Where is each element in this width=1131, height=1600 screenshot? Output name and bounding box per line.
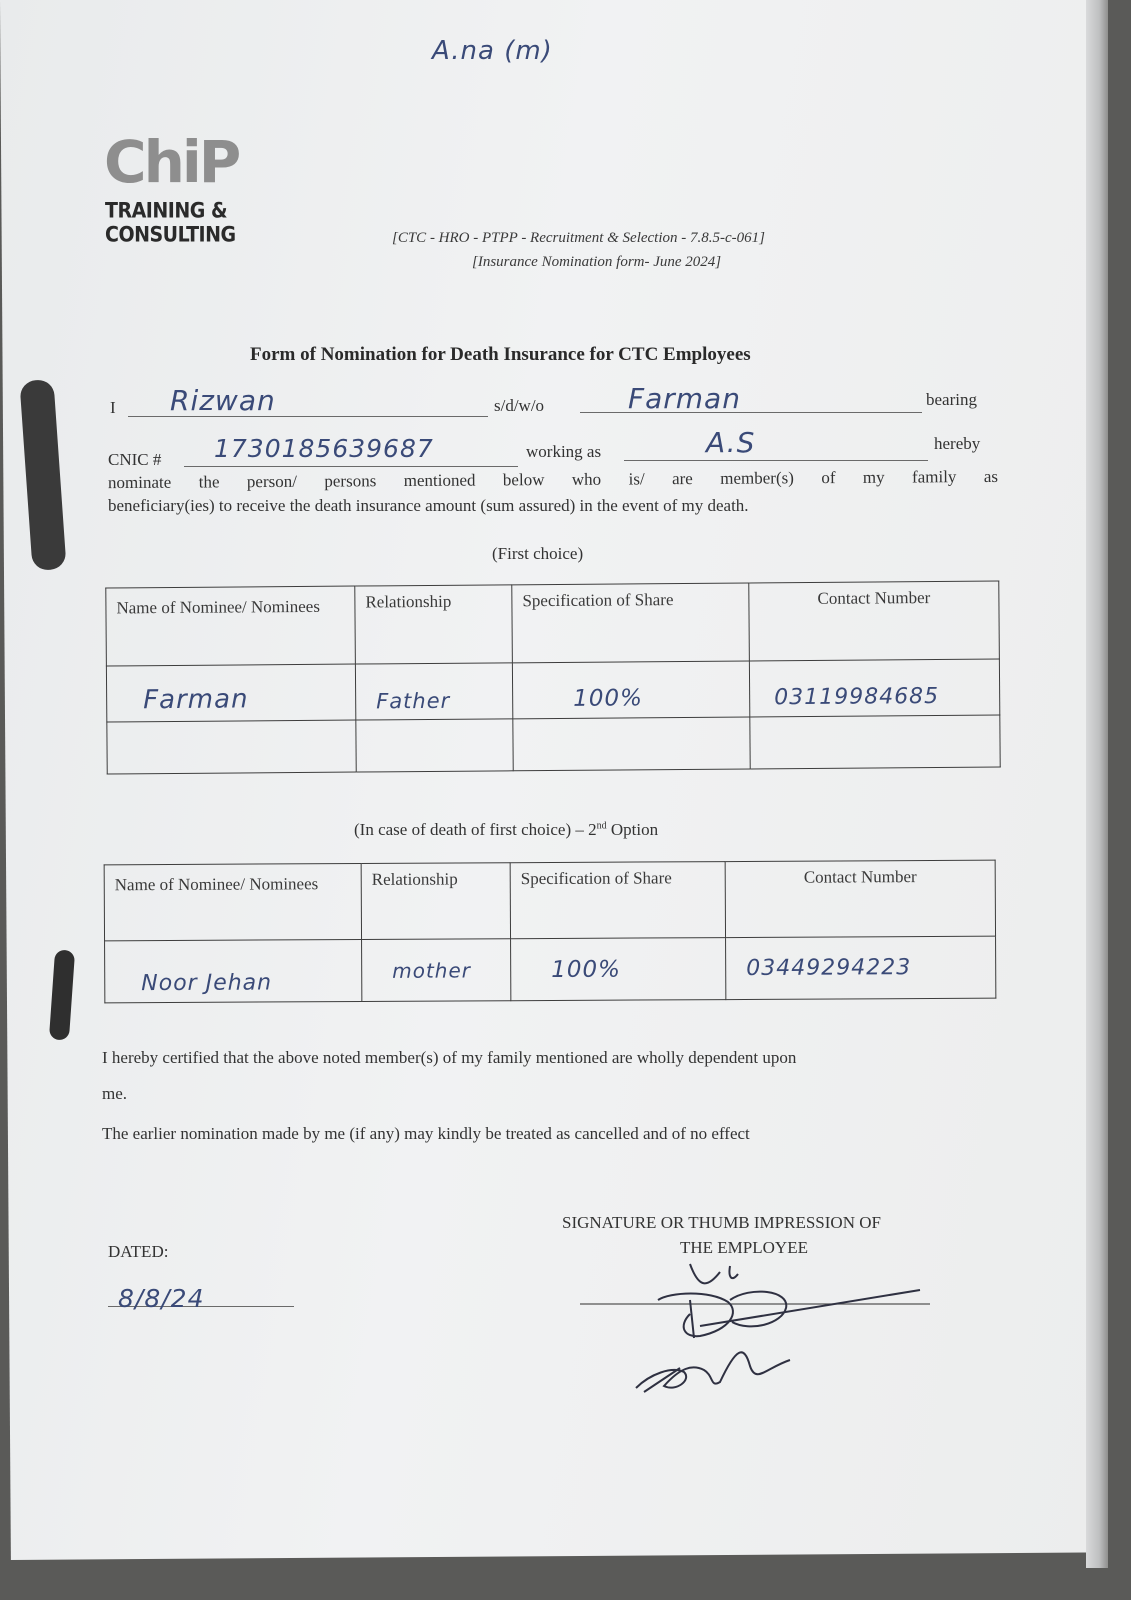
cnic-line: [184, 466, 518, 467]
employee-signature: [580, 1256, 940, 1406]
nomination-paragraph-line2: beneficiary(ies) to receive the death insurance amount (sum assured) in the event of my death.: [108, 496, 749, 515]
cnic-value: 1730185639687: [214, 434, 434, 463]
share-cell: [513, 717, 750, 771]
label-working-as: working as: [526, 442, 602, 461]
logo-consulting-text: CONSULTING: [105, 222, 236, 248]
header-nominee-name: Name of Nominee/ Nominees: [104, 863, 361, 940]
header-share: Specification of Share: [512, 583, 750, 663]
father-name-value: Farman: [628, 382, 741, 415]
contact-number-cell: 03449294223: [726, 936, 996, 999]
employee-name-value: Rizwan: [170, 384, 276, 417]
label-sdwo: s/d/w/o: [494, 396, 545, 415]
header-relationship: Relationship: [355, 585, 513, 664]
share-cell: 100%: [511, 938, 726, 1001]
header-contact-number: Contact Number: [725, 860, 995, 937]
second-choice-table: [104, 860, 997, 1004]
label-hereby: hereby: [934, 434, 981, 453]
declaration-line1: I hereby certified that the above noted member(s) of my family mentioned are wholly dependent upon: [102, 1048, 797, 1067]
signature-label-line1: SIGNATURE OR THUMB IMPRESSION OF: [562, 1213, 881, 1232]
header-share: Specification of Share: [510, 862, 725, 939]
top-scribble: A.na (m): [432, 36, 553, 66]
label-cnic: CNIC #: [108, 450, 162, 469]
nominee-name-cell: Farman: [106, 664, 355, 722]
nominee-name-cell: [107, 720, 356, 774]
logo-training-text: TRAINING &: [105, 198, 228, 224]
chip-logo: ChiP: [104, 128, 239, 196]
paper-stack-edge: [1086, 0, 1108, 1568]
relationship-cell: Father: [355, 663, 512, 720]
date-value: 8/8/24: [118, 1284, 205, 1313]
contact-number-cell: [750, 715, 1000, 769]
header-relationship: Relationship: [361, 863, 510, 940]
first-choice-caption: (First choice): [492, 544, 584, 563]
second-choice-caption-sup: nd: [596, 820, 607, 832]
nomination-paragraph-line1: nominate the person/ persons mentioned below who is/ are member(s) of my family as: [107, 466, 999, 493]
share-cell: 100%: [512, 661, 749, 719]
label-i: I: [110, 398, 116, 417]
signature-label-line2: THE EMPLOYEE: [680, 1238, 808, 1257]
form-reference-code: [CTC - HRO - PTPP - Recruitment & Selection - 7.8.5-c-061]: [392, 230, 765, 246]
designation-value: A.S: [706, 426, 756, 459]
label-bearing: bearing: [926, 390, 977, 409]
contact-number-cell: 03119984685: [749, 659, 999, 717]
header-contact-number: Contact Number: [749, 581, 1000, 661]
header-nominee-name: Name of Nominee/ Nominees: [106, 586, 356, 666]
table-row: [105, 936, 996, 1003]
form-reference-title: [Insurance Nomination form- June 2024]: [472, 254, 722, 270]
first-choice-table: [105, 580, 1000, 774]
table-header-row: [104, 860, 995, 941]
relationship-cell: mother: [362, 939, 511, 1002]
form-title: Form of Nomination for Death Insurance for CTC Employees: [250, 344, 751, 365]
second-choice-caption-prefix: (In case of death of first choice) – 2: [354, 820, 597, 839]
designation-line: [624, 460, 928, 461]
nominee-name-cell: Noor Jehan: [105, 939, 362, 1002]
table-row: [106, 659, 999, 722]
second-choice-caption-suffix: Option: [606, 820, 659, 839]
declaration-line3: The earlier nomination made by me (if any) may kindly be treated as cancelled and of no effect: [102, 1124, 750, 1143]
table-header-row: [106, 581, 1000, 666]
relationship-cell: [356, 719, 513, 772]
dated-label: DATED:: [108, 1242, 169, 1261]
table-row: [107, 715, 1000, 774]
second-choice-caption: [354, 820, 658, 840]
declaration-line2: me.: [102, 1084, 128, 1103]
